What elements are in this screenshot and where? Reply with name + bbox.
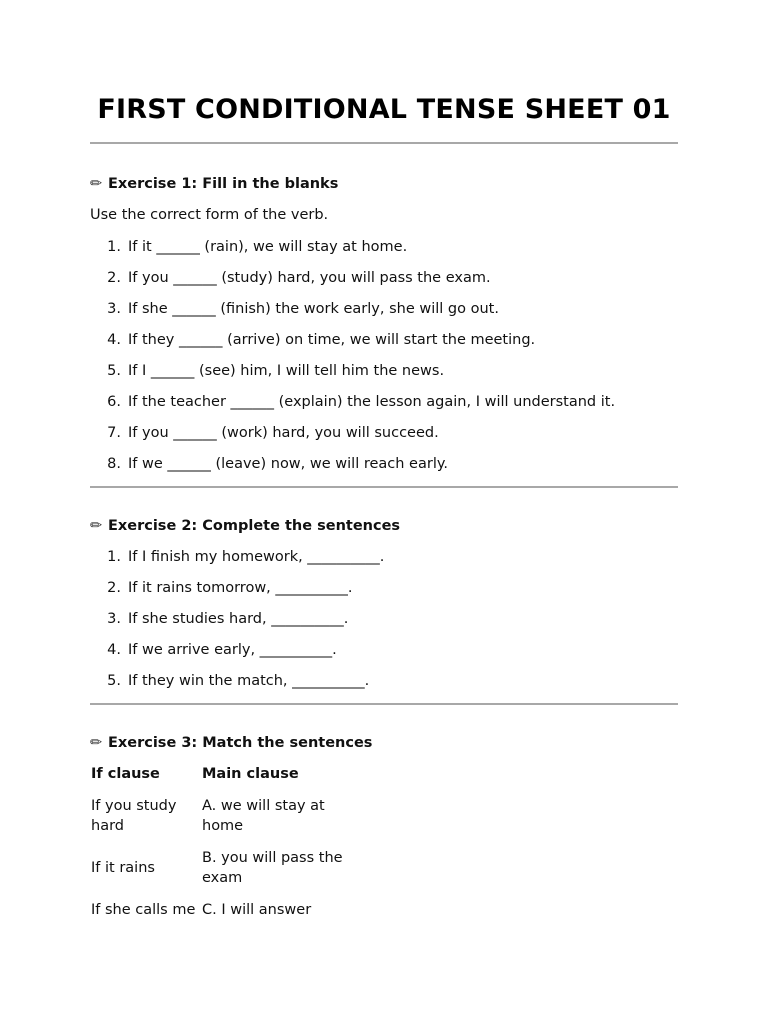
list-item: [90, 640, 678, 660]
item-number: 4.: [107, 642, 121, 658]
item-text: If it rains tomorrow, __________.: [128, 580, 353, 596]
pencil-icon: ✏: [90, 518, 103, 534]
divider: [90, 486, 678, 488]
table-row: [90, 900, 352, 932]
item-number: 5.: [107, 673, 121, 689]
item-number: 6.: [107, 394, 121, 410]
match-table: [90, 764, 352, 932]
exercise-3-heading: [90, 733, 678, 753]
item-text: If you ______ (study) hard, you will pass the exam.: [128, 270, 491, 286]
list-item: [90, 423, 678, 443]
item-number: 1.: [107, 549, 121, 565]
item-number: 8.: [107, 456, 121, 472]
item-text: If you ______ (work) hard, you will succeed.: [128, 425, 439, 441]
item-number: 5.: [107, 363, 121, 379]
if-clause-cell: If she calls me: [91, 902, 196, 918]
exercise-2-section: [90, 516, 678, 691]
list-item: [90, 671, 678, 691]
item-number: 2.: [107, 270, 121, 286]
list-item: [90, 454, 678, 474]
list-item: [90, 330, 678, 350]
item-number: 7.: [107, 425, 121, 441]
exercise-1-title: Exercise 1: Fill in the blanks: [108, 176, 339, 192]
item-text: If she studies hard, __________.: [128, 611, 349, 627]
list-item: [90, 578, 678, 598]
exercise-2-list: [90, 547, 678, 691]
item-number: 3.: [107, 301, 121, 317]
item-text: If I finish my homework, __________.: [128, 549, 385, 565]
main-clause-cell: B. you will pass the exam: [202, 850, 343, 886]
list-item: [90, 268, 678, 288]
exercise-2-heading: [90, 516, 678, 536]
item-text: If they ______ (arrive) on time, we will start the meeting.: [128, 332, 536, 348]
if-clause-cell: If you study hard: [91, 798, 177, 834]
item-text: If I ______ (see) him, I will tell him the news.: [128, 363, 445, 379]
table-row: [90, 848, 352, 900]
exercise-1-heading: [90, 174, 678, 194]
list-item: [90, 237, 678, 257]
exercise-3-section: [90, 733, 678, 932]
list-item: [90, 609, 678, 629]
item-text: If we arrive early, __________.: [128, 642, 337, 658]
exercise-1-list: [90, 237, 678, 474]
main-clause-cell: A. we will stay at home: [202, 798, 325, 834]
pencil-icon: ✏: [90, 735, 103, 751]
item-text: If she ______ (finish) the work early, she will go out.: [128, 301, 499, 317]
item-text: If we ______ (leave) now, we will reach early.: [128, 456, 448, 472]
page-title: FIRST CONDITIONAL TENSE SHEET 01: [97, 94, 671, 125]
column-header-main-clause: Main clause: [202, 766, 299, 782]
table-header-row: [90, 764, 352, 796]
exercise-3-title: Exercise 3: Match the sentences: [108, 735, 373, 751]
exercise-1-section: [90, 174, 678, 474]
exercise-1-instruction: Use the correct form of the verb.: [90, 207, 329, 223]
pencil-icon: ✏: [90, 176, 103, 192]
divider: [90, 703, 678, 705]
item-text: If it ______ (rain), we will stay at home.: [128, 239, 408, 255]
item-text: If they win the match, __________.: [128, 673, 370, 689]
divider: [90, 142, 678, 144]
item-number: 1.: [107, 239, 121, 255]
main-clause-cell: C. I will answer: [202, 902, 312, 918]
item-number: 2.: [107, 580, 121, 596]
list-item: [90, 392, 678, 412]
list-item: [90, 299, 678, 319]
item-text: If the teacher ______ (explain) the lesson again, I will understand it.: [128, 394, 616, 410]
exercise-2-title: Exercise 2: Complete the sentences: [108, 518, 401, 534]
list-item: [90, 361, 678, 381]
item-number: 4.: [107, 332, 121, 348]
item-number: 3.: [107, 611, 121, 627]
if-clause-cell: If it rains: [91, 860, 155, 876]
column-header-if-clause: If clause: [91, 766, 160, 782]
list-item: [90, 547, 678, 567]
table-row: [90, 796, 352, 848]
